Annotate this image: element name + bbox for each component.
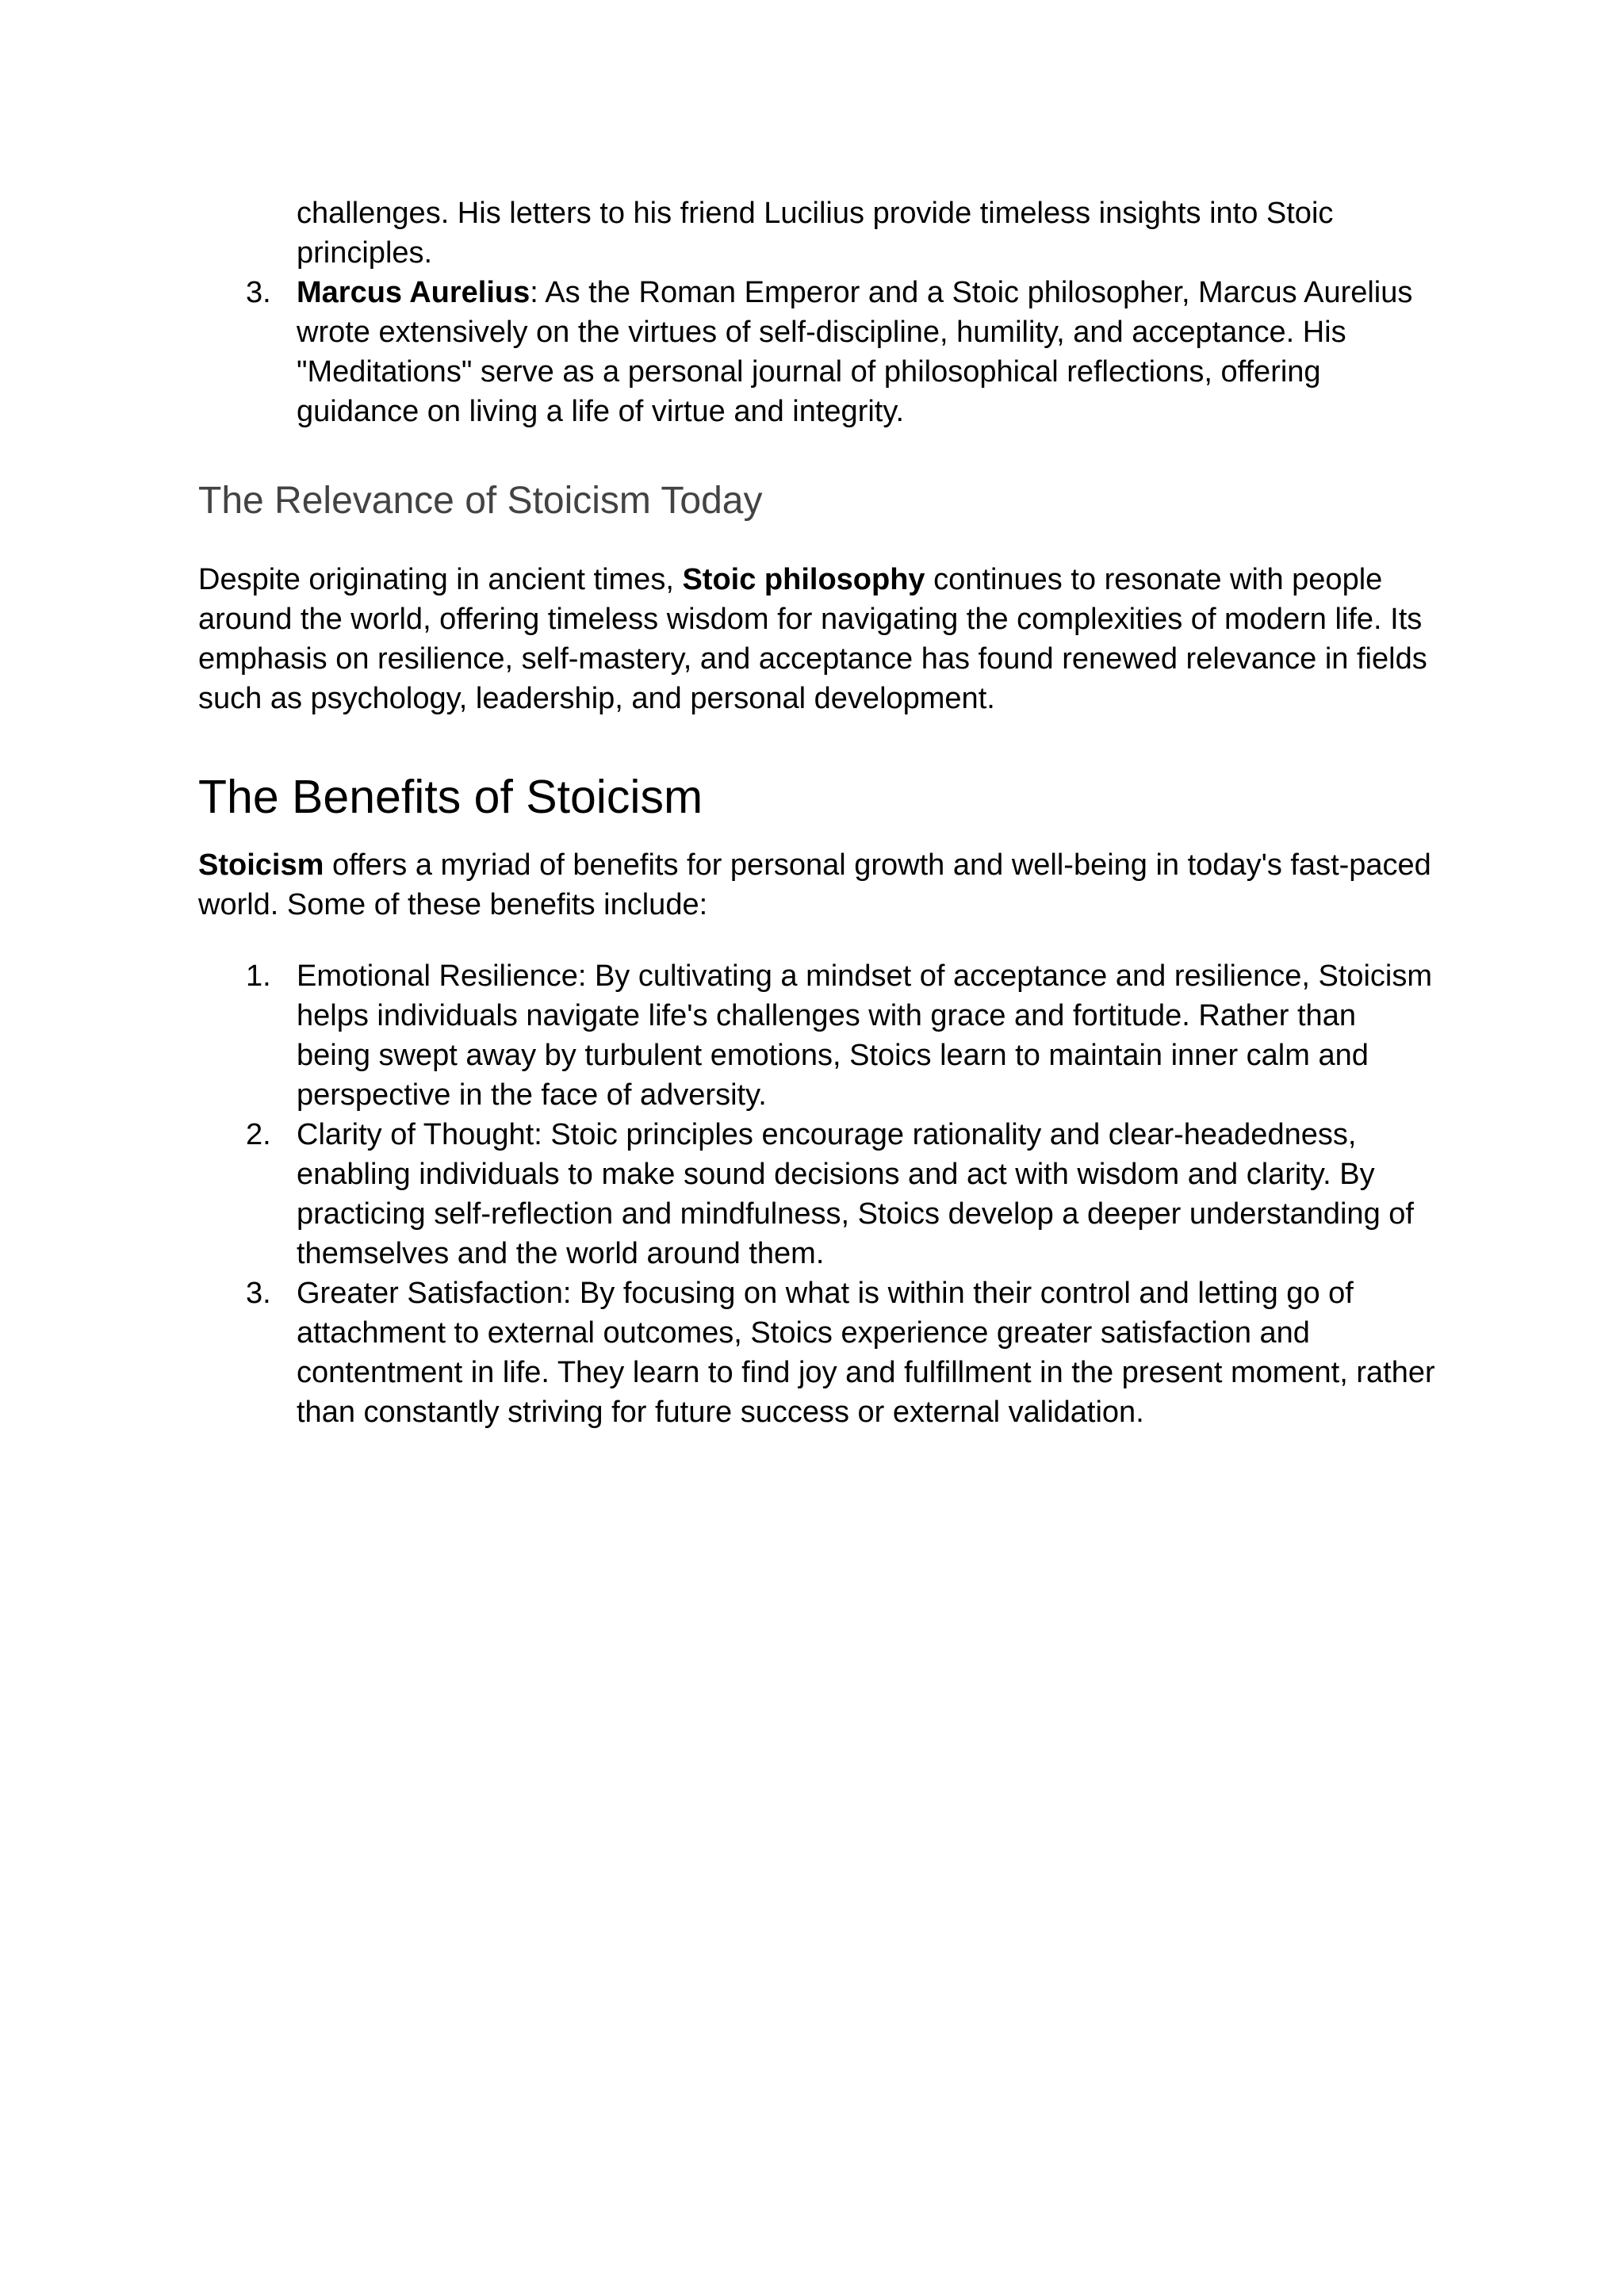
list-item [198, 273, 1435, 431]
list-item-text: Clarity of Thought: Stoic principles encourage rationality and clear-headedness, enabling individuals to make sound decisions and act with wisdom and clarity. By practicing self-reflection and mindfulness, Stoics develop a deeper understanding of themselves and the world around them. [297, 1118, 1414, 1270]
relevance-paragraph [198, 560, 1435, 718]
benefits-intro-text: offers a myriad of benefits for personal growth and well-being in today's fast-paced world. Some of these benefits include: [198, 848, 1431, 921]
relevance-text-start: Despite originating in ancient times, [198, 563, 683, 596]
continuation-text: challenges. His letters to his friend Lucilius provide timeless insights into Stoic principles. [297, 197, 1334, 270]
list-item [198, 1273, 1435, 1432]
list-number: 3. [246, 1277, 271, 1310]
list-item-text: Greater Satisfaction: By focusing on what is within their control and letting go of attachment to external outcomes, Stoics experience greater satisfaction and contentment in life. They learn to find joy and fulfillment in the present moment, rather than constantly striving for future success or external validation. [297, 1277, 1435, 1429]
benefits-list [198, 956, 1435, 1432]
list-item [198, 956, 1435, 1115]
list-item-text: Emotional Resilience: By cultivating a mindset of acceptance and resilience, Stoicism helps individuals navigate life's challenges with grace and fortitude. Rather than being swept away by turbulent emotions, Stoics learn to maintain inner calm and perspective in the face of adversity. [297, 959, 1433, 1112]
list-item-continuation [198, 193, 1435, 273]
section-heading-relevance: The Relevance of Stoicism Today [198, 480, 763, 522]
relevance-bold-term: Stoic philosophy [682, 563, 925, 596]
benefits-bold-term: Stoicism [198, 848, 324, 882]
list-item [198, 1115, 1435, 1273]
benefits-intro-paragraph [198, 845, 1435, 925]
philosopher-name: Marcus Aurelius [297, 276, 530, 309]
philosopher-description: : As the Roman Emperor and a Stoic philosopher, Marcus Aurelius wrote extensively on the virtues of self-discipline, humility, and acceptance. His "Meditations" serve as a personal journal of philosophical reflections, offering guidance on living a life of virtue and integrity. [297, 276, 1413, 428]
relevance-text-end: continues to resonate with people around the world, offering timeless wisdom for navigating the complexities of modern life. Its emphasis on resilience, self-mastery, and acceptance has found renewed relevance in fields such as psychology, leadership, and personal development. [198, 563, 1427, 715]
list-number: 3. [246, 276, 271, 309]
list-number: 2. [246, 1118, 271, 1151]
list-number: 1. [246, 959, 271, 993]
section-heading-benefits: The Benefits of Stoicism [198, 771, 703, 823]
